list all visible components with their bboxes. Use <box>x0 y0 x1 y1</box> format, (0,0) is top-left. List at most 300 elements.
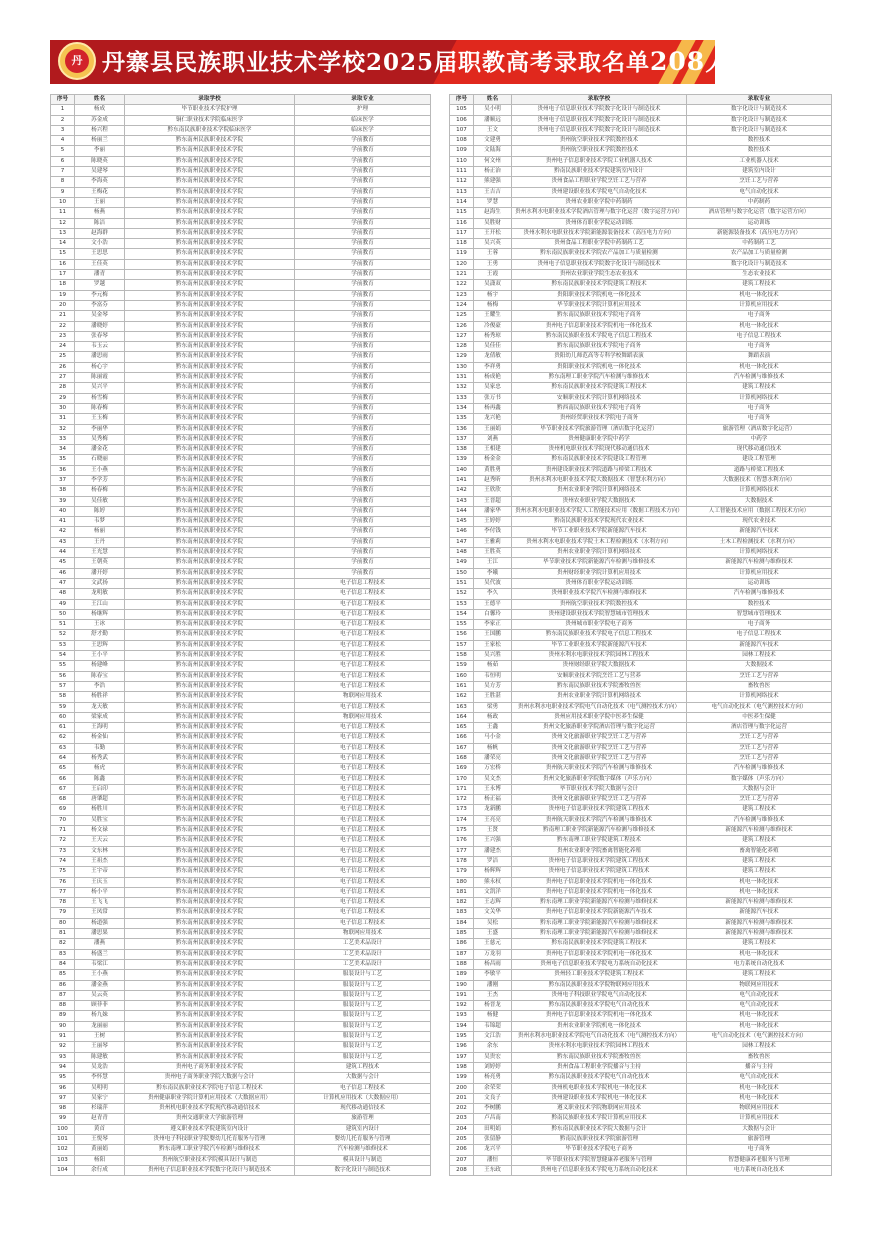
cell-name: 王国鹏 <box>474 630 512 640</box>
cell-major: 学前教育 <box>295 517 431 527</box>
table-row <box>51 578 431 588</box>
cell-name: 杨虎 <box>75 764 125 774</box>
cell-major: 学前教育 <box>295 249 431 259</box>
table-row <box>51 1062 431 1072</box>
cell-name: 韦梦 <box>75 517 125 527</box>
cell-index: 179 <box>450 867 474 877</box>
cell-school: 贵州农业职业学院计算机网络技术 <box>512 548 687 558</box>
cell-index: 207 <box>450 1155 474 1165</box>
table-row <box>51 671 431 681</box>
cell-index: 85 <box>51 970 75 980</box>
cell-school: 贵州食品工程职业学院播音与主持 <box>512 1062 687 1072</box>
cell-school: 黔东南州民族职业技术学院 <box>125 1032 295 1042</box>
table-row <box>450 1032 832 1042</box>
table-row <box>51 362 431 372</box>
cell-name: 马小金 <box>474 733 512 743</box>
cell-school: 毕节职业技术学院护理 <box>125 105 295 115</box>
cell-index: 171 <box>450 784 474 794</box>
cell-school: 毕节职业技术学院旅游管理（酒店数字化运营） <box>512 424 687 434</box>
table-row <box>51 867 431 877</box>
cell-index: 48 <box>51 589 75 599</box>
table-row <box>51 1042 431 1052</box>
table-row <box>51 208 431 218</box>
table-row <box>450 105 832 115</box>
cell-major: 电气自动化技术 <box>687 990 832 1000</box>
cell-major: 学前教育 <box>295 208 431 218</box>
table-row <box>51 918 431 928</box>
cell-name: 王丽琴 <box>75 1042 125 1052</box>
cell-name: 万龙羽 <box>474 949 512 959</box>
cell-major: 学前教育 <box>295 455 431 465</box>
cell-school: 黔东南理工职业学院建筑工程技术 <box>512 836 687 846</box>
cell-name: 顾菲菲 <box>75 1001 125 1011</box>
cell-school: 贵州财经职业学院计算机应用技术 <box>512 568 687 578</box>
table-row <box>51 125 431 135</box>
cell-school: 黔东南州民族职业技术学院 <box>125 548 295 558</box>
table-row <box>51 1155 431 1165</box>
table-row <box>450 1104 832 1114</box>
cell-name: 杨丽兰 <box>75 136 125 146</box>
cell-index: 103 <box>51 1155 75 1165</box>
cell-index: 62 <box>51 733 75 743</box>
table-row <box>51 815 431 825</box>
cell-index: 58 <box>51 692 75 702</box>
table-row <box>450 486 832 496</box>
cell-index: 91 <box>51 1032 75 1042</box>
cell-index: 183 <box>450 908 474 918</box>
cell-major: 大数据技术 <box>687 661 832 671</box>
cell-school: 黔东南州民族职业技术学院 <box>125 167 295 177</box>
cell-index: 73 <box>51 846 75 856</box>
cell-major: 大数据与会计 <box>295 1073 431 1083</box>
cell-major: 数字化设计与制造技术 <box>687 125 832 135</box>
cell-index: 175 <box>450 826 474 836</box>
cell-name: 杨再鑫 <box>474 403 512 413</box>
cell-name: 王家松 <box>474 640 512 650</box>
cell-name: 王胜英 <box>474 548 512 558</box>
cell-major: 新能源汽车检测与维修技术 <box>687 918 832 928</box>
cell-school: 贵州农业职业学院畜禽智能化养殖 <box>512 846 687 856</box>
table-row <box>450 630 832 640</box>
cell-name: 王江 <box>474 558 512 568</box>
cell-name: 罗越 <box>75 280 125 290</box>
cell-school: 黔东南州民族职业技术学院 <box>125 506 295 516</box>
cell-major: 机电一体化技术 <box>687 290 832 300</box>
cell-name: 王凤常 <box>75 908 125 918</box>
cell-index: 140 <box>450 465 474 475</box>
cell-name: 杨帆 <box>474 743 512 753</box>
table-row <box>51 548 431 558</box>
cell-index: 120 <box>450 259 474 269</box>
cell-index: 114 <box>450 197 474 207</box>
table-row <box>450 239 832 249</box>
cell-index: 72 <box>51 836 75 846</box>
cell-school: 贵州电子信息职业技术学院机电一体化技术 <box>512 949 687 959</box>
table-row <box>51 846 431 856</box>
cell-school: 贵州电子商务职业技术学院 <box>125 1062 295 1072</box>
cell-major: 学前教育 <box>295 393 431 403</box>
cell-name: 文小浩 <box>75 239 125 249</box>
table-row <box>51 1052 431 1062</box>
cell-name: 熊永权 <box>474 877 512 887</box>
cell-index: 150 <box>450 568 474 578</box>
cell-major: 新能源汽车检测与维修技术 <box>687 826 832 836</box>
cell-name: 潘顺远 <box>474 115 512 125</box>
cell-index: 116 <box>450 218 474 228</box>
cell-major: 中医养生保健 <box>687 712 832 722</box>
cell-index: 106 <box>450 115 474 125</box>
table-row <box>450 846 832 856</box>
cell-name: 王树 <box>75 1032 125 1042</box>
cell-school: 黔东南州民族职业技术学院 <box>125 867 295 877</box>
cell-school: 黔东南州民族职业技术学院 <box>125 980 295 990</box>
cell-school: 贵州水利水电职业技术学院新能源装备技术（高压电力方向） <box>512 228 687 238</box>
table-row <box>450 929 832 939</box>
cell-major: 学前教育 <box>295 383 431 393</box>
cell-index: 69 <box>51 805 75 815</box>
cell-major: 电子商务 <box>687 311 832 321</box>
cell-name: 龙新鹏 <box>474 805 512 815</box>
cell-major: 数控技术 <box>687 136 832 146</box>
cell-name: 王开松 <box>474 228 512 238</box>
table-row <box>51 434 431 444</box>
cell-index: 23 <box>51 331 75 341</box>
cell-school: 黔东南民族职业技术学院电子商务 <box>512 342 687 352</box>
cell-major: 计算机网络技术 <box>687 486 832 496</box>
table-row <box>450 352 832 362</box>
table-row <box>51 342 431 352</box>
cell-name: 李学芳 <box>75 475 125 485</box>
cell-major: 服装设计与工艺 <box>295 1032 431 1042</box>
cell-major: 学前教育 <box>295 280 431 290</box>
cell-major: 机电一体化技术 <box>687 1021 832 1031</box>
cell-name: 梁家成 <box>75 712 125 722</box>
cell-index: 196 <box>450 1042 474 1052</box>
table-row <box>450 1093 832 1103</box>
cell-name: 杨成 <box>75 105 125 115</box>
cell-school: 黔东南州民族职业技术学院 <box>125 805 295 815</box>
cell-major: 学前教育 <box>295 568 431 578</box>
cell-index: 87 <box>51 990 75 1000</box>
cell-name: 王宇帝 <box>75 867 125 877</box>
cell-name: 李祥勇 <box>474 362 512 372</box>
cell-name: 张春琴 <box>75 331 125 341</box>
cell-major: 学前教育 <box>295 290 431 300</box>
cell-school: 黔东南州民族职业技术学院 <box>125 898 295 908</box>
cell-school: 黔东南州民族职业技术学院 <box>125 218 295 228</box>
cell-school: 贵州建设职业技术学院道路与桥梁工程技术 <box>512 465 687 475</box>
cell-major: 电子信息工程技术 <box>295 609 431 619</box>
table-row <box>450 362 832 372</box>
cell-school: 黔东南州民族职业技术学院 <box>125 527 295 537</box>
table-row <box>51 887 431 897</box>
cell-name: 黄丽娟 <box>75 1145 125 1155</box>
cell-major: 烹饪工艺与营养 <box>687 177 832 187</box>
cell-school: 黔东南州民族职业技术学院 <box>125 352 295 362</box>
cell-school: 黔东南州民族职业技术学院 <box>125 393 295 403</box>
cell-name: 王永博 <box>474 784 512 794</box>
cell-index: 124 <box>450 300 474 310</box>
table-row <box>51 331 431 341</box>
cell-school: 黔东南州民族职业技术学院 <box>125 1042 295 1052</box>
cell-major: 数字化设计与制造技术 <box>687 105 832 115</box>
cell-major: 护理 <box>295 105 431 115</box>
cell-school: 黔东南州民族职业技术学院 <box>125 630 295 640</box>
cell-name: 杨秀武 <box>75 754 125 764</box>
cell-index: 99 <box>51 1114 75 1124</box>
cell-major: 电子信息工程技术 <box>295 681 431 691</box>
cell-school: 黔东南州民族职业技术学院 <box>125 434 295 444</box>
cell-name: 李娥 <box>474 568 512 578</box>
cell-major: 服装设计与工艺 <box>295 1052 431 1062</box>
table-row <box>450 280 832 290</box>
cell-school: 黔东南州民族职业技术学院 <box>125 949 295 959</box>
cell-major: 学前教育 <box>295 527 431 537</box>
cell-index: 68 <box>51 795 75 805</box>
cell-school: 黔东南理工职业学院新能源汽车检测与维修技术 <box>512 898 687 908</box>
cell-major: 物联网应用技术 <box>295 692 431 702</box>
cell-name: 王文 <box>474 125 512 135</box>
cell-major: 现代移动通信技术 <box>295 1104 431 1114</box>
cell-name: 杨晋龙 <box>474 1001 512 1011</box>
table-row <box>450 259 832 269</box>
table-row <box>51 620 431 630</box>
cell-school: 黔东南州民族职业技术学院 <box>125 836 295 846</box>
cell-major: 旅游管理（酒店数字化运营） <box>687 424 832 434</box>
table-row <box>51 712 431 722</box>
cell-school: 铜仁职业技术学院临床医学 <box>125 115 295 125</box>
cell-name: 黄首 <box>75 1124 125 1134</box>
table-row <box>51 898 431 908</box>
cell-index: 42 <box>51 527 75 537</box>
cell-index: 113 <box>450 187 474 197</box>
cell-major: 烹饪工艺与营养 <box>687 671 832 681</box>
cell-index: 71 <box>51 826 75 836</box>
cell-index: 63 <box>51 743 75 753</box>
cell-name: 杨心宇 <box>75 362 125 372</box>
cell-index: 81 <box>51 929 75 939</box>
cell-name: 杨宇 <box>474 290 512 300</box>
cell-school: 贵州电子信息职业技术学院机电一体化技术 <box>512 1011 687 1021</box>
cell-index: 133 <box>450 393 474 403</box>
cell-school: 贵州航空职业技术学院模具设计与制造 <box>125 1155 295 1165</box>
cell-index: 178 <box>450 856 474 866</box>
cell-major: 电子信息工程技术 <box>295 1083 431 1093</box>
table-row <box>51 486 431 496</box>
cell-school: 黔东南州民族职业技术学院 <box>125 661 295 671</box>
table-row <box>51 506 431 516</box>
table-row <box>450 754 832 764</box>
cell-school: 黔东南州民族职业技术学院 <box>125 589 295 599</box>
cell-school: 安顺职业技术学院烹饪工艺与营养 <box>512 671 687 681</box>
cell-index: 20 <box>51 300 75 310</box>
cell-name: 龙兴艳 <box>474 414 512 424</box>
cell-index: 204 <box>450 1124 474 1134</box>
cell-name: 吴家忠 <box>474 383 512 393</box>
cell-school: 黔东南州民族职业技术学院 <box>125 692 295 702</box>
col-header-index: 序号 <box>450 95 474 105</box>
cell-school: 黔东南州民族职业技术学院 <box>125 620 295 630</box>
cell-name: 吴兴平 <box>75 383 125 393</box>
cell-index: 146 <box>450 527 474 537</box>
cell-school: 毕节职业技术学院新能源汽车检测与维修技术 <box>512 558 687 568</box>
admission-table-left <box>50 94 431 1176</box>
cell-name: 杨金仙 <box>75 733 125 743</box>
cell-index: 65 <box>51 764 75 774</box>
table-row <box>450 949 832 959</box>
cell-major: 服装设计与工艺 <box>295 970 431 980</box>
cell-index: 37 <box>51 475 75 485</box>
cell-major: 计算机应用技术 <box>687 1114 832 1124</box>
cell-major: 学前教育 <box>295 239 431 249</box>
cell-name: 张万书 <box>474 393 512 403</box>
cell-major: 电气自动化技术 <box>687 1001 832 1011</box>
cell-index: 83 <box>51 949 75 959</box>
cell-index: 80 <box>51 918 75 928</box>
cell-name: 王志辉 <box>474 898 512 908</box>
table-row <box>51 558 431 568</box>
cell-school: 黔东南州民族职业技术学院 <box>125 651 295 661</box>
cell-school: 黔东南州民族职业技术学院 <box>125 929 295 939</box>
cell-name: 王天云 <box>75 836 125 846</box>
cell-school: 黔东南民族职业技术学院农产品加工与质量检测 <box>512 249 687 259</box>
table-row <box>51 115 431 125</box>
cell-major: 建筑工程技术 <box>687 867 832 877</box>
cell-name: 张留静 <box>474 1134 512 1144</box>
cell-major: 电子信息工程技术 <box>295 620 431 630</box>
cell-school: 毕节职业技术学院大数据与会计 <box>512 784 687 794</box>
page-title-main: 丹寨县民族职业技术学校2025届职教高考录取名单 <box>102 49 651 76</box>
table-row <box>51 877 431 887</box>
cell-school: 遵义职业技术学院物联网应用技术 <box>512 1104 687 1114</box>
cell-index: 122 <box>450 280 474 290</box>
cell-school: 贵州电子信息职业技术学院电力系统自动化技术 <box>512 1165 687 1175</box>
cell-name: 杨正治 <box>474 167 512 177</box>
cell-name: 杨兴程 <box>75 125 125 135</box>
cell-index: 115 <box>450 208 474 218</box>
cell-index: 6 <box>51 156 75 166</box>
table-row <box>450 270 832 280</box>
table-row <box>450 434 832 444</box>
cell-index: 38 <box>51 486 75 496</box>
cell-school: 黔东南理工职业学院汽车检测与维修技术 <box>512 373 687 383</box>
cell-school: 黔南民族职业技术学院建筑室内设计 <box>512 167 687 177</box>
table-row <box>450 228 832 238</box>
cell-major: 现代移动通信技术 <box>687 445 832 455</box>
cell-index: 152 <box>450 589 474 599</box>
table-row <box>450 578 832 588</box>
table-row <box>450 527 832 537</box>
table-row <box>51 908 431 918</box>
table-row <box>450 465 832 475</box>
table-row <box>450 1145 832 1155</box>
table-row <box>51 1083 431 1093</box>
cell-name: 王吉吉 <box>474 187 512 197</box>
cell-index: 28 <box>51 383 75 393</box>
cell-school: 贵州农业职业学院计算机网络技术 <box>512 486 687 496</box>
cell-name: 吴胜宝 <box>75 815 125 825</box>
cell-major: 电力系统自动化技术 <box>687 959 832 969</box>
cell-index: 169 <box>450 764 474 774</box>
table-row <box>450 599 832 609</box>
cell-school: 黔东南州民族职业技术学院 <box>125 609 295 619</box>
cell-school: 贵州交通职业大学旅游管理 <box>125 1114 295 1124</box>
cell-index: 110 <box>450 156 474 166</box>
cell-major: 畜牧兽医 <box>687 1052 832 1062</box>
cell-index: 11 <box>51 208 75 218</box>
cell-index: 102 <box>51 1145 75 1155</box>
cell-major: 学前教育 <box>295 342 431 352</box>
cell-name: 龙倩敏 <box>474 352 512 362</box>
cell-name: 王梅花 <box>75 187 125 197</box>
cell-index: 111 <box>450 167 474 177</box>
cell-school: 黔东南州民族职业技术学院 <box>125 342 295 352</box>
cell-major: 学前教育 <box>295 156 431 166</box>
cell-school: 黔西南民族职业技术学院电子商务 <box>512 403 687 413</box>
table-row <box>450 980 832 990</box>
table-row <box>450 1042 832 1052</box>
cell-name: 石晓丽 <box>75 455 125 465</box>
cell-name: 龙天敏 <box>75 702 125 712</box>
cell-major: 建筑室内设计 <box>687 167 832 177</box>
table-row <box>51 414 431 424</box>
cell-name: 杨文禄 <box>75 826 125 836</box>
cell-major: 电子信息工程技术 <box>295 671 431 681</box>
cell-index: 60 <box>51 712 75 722</box>
cell-index: 36 <box>51 465 75 475</box>
cell-index: 8 <box>51 177 75 187</box>
cell-major: 电子信息工程技术 <box>295 630 431 640</box>
cell-index: 2 <box>51 115 75 125</box>
cell-name: 王贤 <box>474 826 512 836</box>
table-row <box>51 1104 431 1114</box>
cell-school: 贵州财经职业学院大数据技术 <box>512 661 687 671</box>
table-row <box>450 414 832 424</box>
cell-school: 毕节职业技术学院电子商务 <box>512 1145 687 1155</box>
cell-major: 电子信息工程技术 <box>295 908 431 918</box>
cell-index: 181 <box>450 887 474 897</box>
cell-major: 学前教育 <box>295 424 431 434</box>
table-row <box>450 1165 832 1175</box>
cell-major: 电气自动化技术 <box>687 1073 832 1083</box>
cell-school: 贵州农业职业学院机电一体化技术 <box>512 1021 687 1031</box>
cell-name: 卢昌南 <box>474 1114 512 1124</box>
cell-name: 王鑫 <box>474 723 512 733</box>
cell-major: 旅游管理 <box>295 1114 431 1124</box>
cell-major: 电子信息工程技术 <box>295 733 431 743</box>
cell-school: 毕节职业技术学院智慧健康养老服务与管理 <box>512 1155 687 1165</box>
table-row <box>51 929 431 939</box>
cell-school: 黔东南州民族职业技术学院 <box>125 764 295 774</box>
cell-name: 王晋超 <box>474 496 512 506</box>
cell-major: 服装设计与工艺 <box>295 1042 431 1052</box>
cell-major: 新能源汽车技术 <box>687 640 832 650</box>
cell-name: 王悦琴 <box>75 1134 125 1144</box>
cell-major: 学前教育 <box>295 197 431 207</box>
cell-major: 数字化设计与制造技术 <box>687 115 832 125</box>
cell-index: 89 <box>51 1011 75 1021</box>
cell-index: 77 <box>51 887 75 897</box>
cell-major: 数控技术 <box>687 599 832 609</box>
cell-school: 黔东南民族职业技术学院建筑工程技术 <box>512 383 687 393</box>
cell-name: 吴云英 <box>75 990 125 1000</box>
table-row <box>51 826 431 836</box>
cell-school: 贵州健康职业学院中药学 <box>512 434 687 444</box>
cell-major: 建筑工程技术 <box>687 280 832 290</box>
cell-index: 70 <box>51 815 75 825</box>
cell-index: 64 <box>51 754 75 764</box>
table-row <box>51 311 431 321</box>
